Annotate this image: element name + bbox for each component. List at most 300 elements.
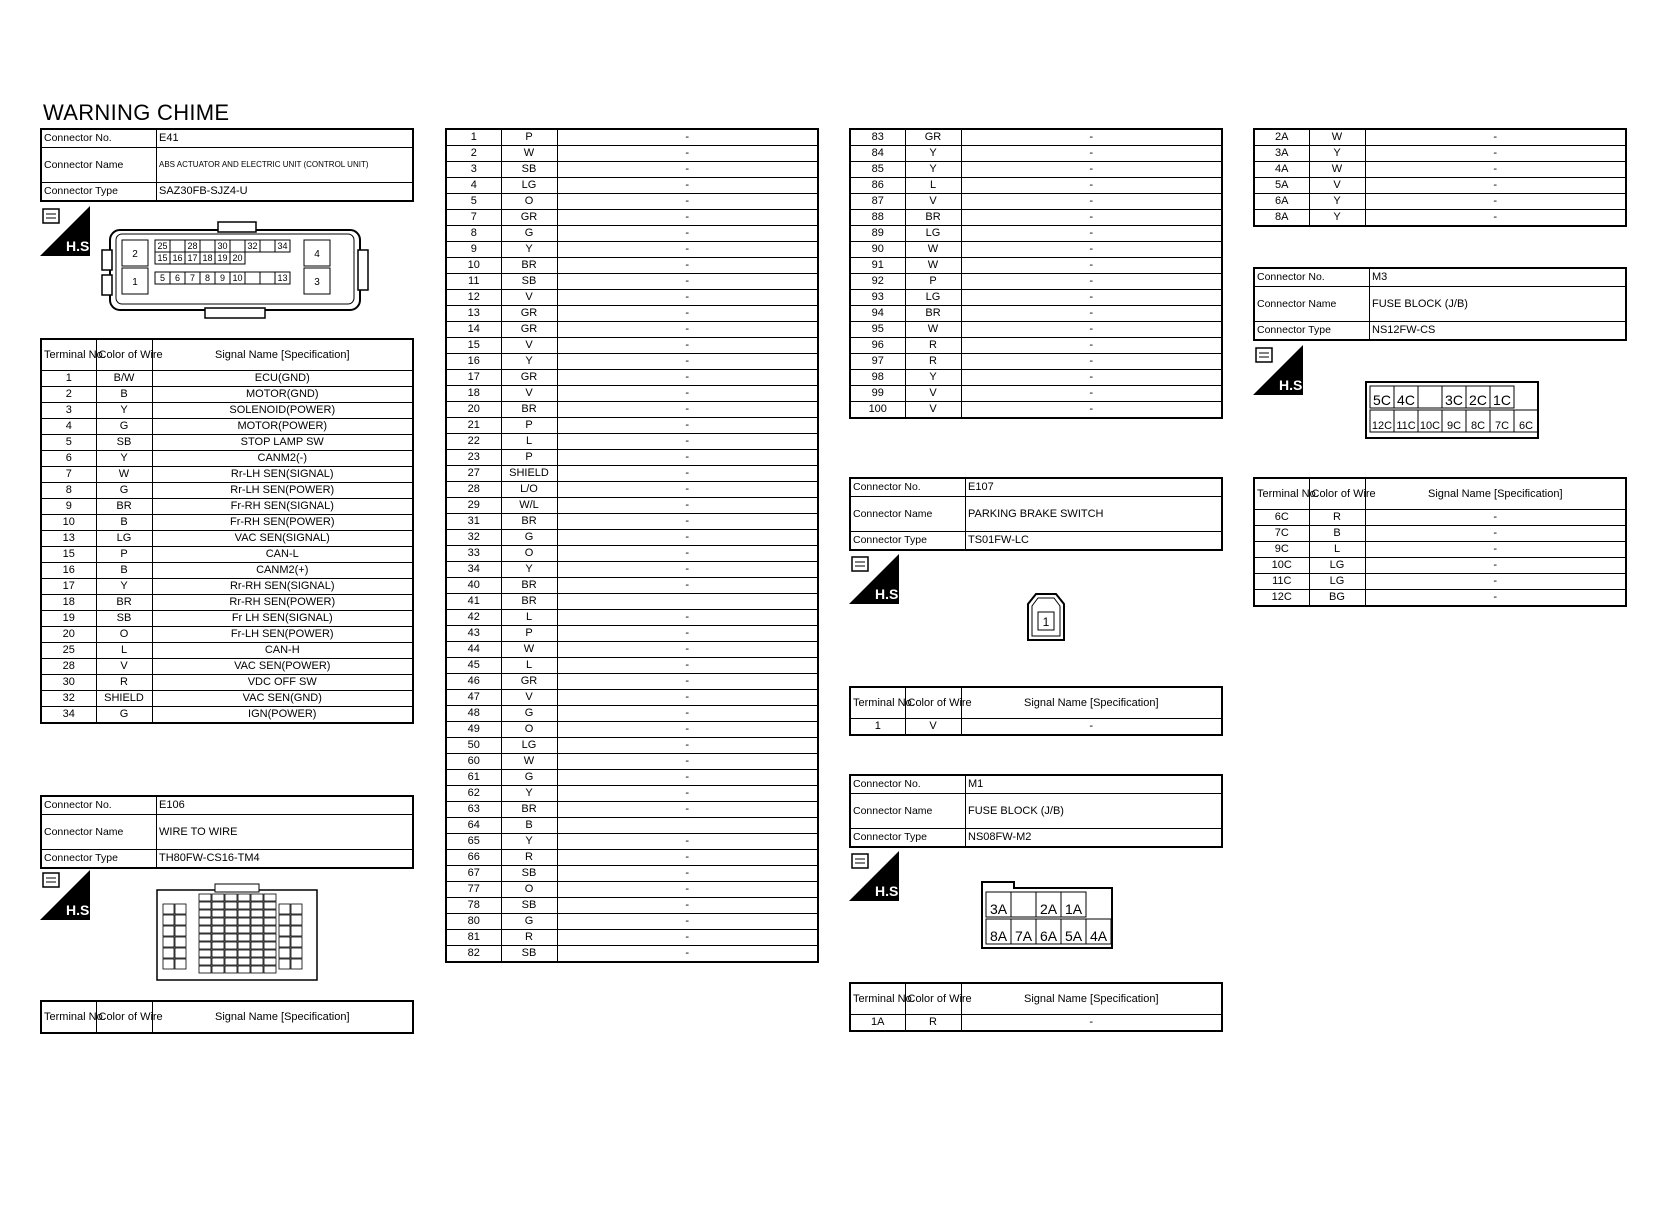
table-row [850,194,1222,210]
terminal-cell: 8 [41,483,96,499]
color-cell: P [501,626,557,642]
signal-cell: - [557,786,818,802]
terminal-cell: 9 [446,242,501,258]
signal-cell: Fr-RH SEN(POWER) [152,515,413,531]
e106-rows-b [850,129,1222,418]
signal-cell: - [961,290,1222,306]
table-row [446,178,818,194]
terminal-cell: 16 [41,563,96,579]
terminal-cell: 31 [446,514,501,530]
color-cell: LG [96,531,152,547]
signal-cell: - [557,322,818,338]
table-row [41,499,413,515]
terminal-cell: 20 [41,627,96,643]
signal-cell: SOLENOID(POWER) [152,403,413,419]
e106-terminal-header [40,1000,414,1034]
color-cell: Y [1309,146,1365,162]
signal-cell: - [557,530,818,546]
table-row [850,370,1222,386]
hs-label: H.S. [66,238,94,254]
color-cell: G [501,706,557,722]
signal-cell: - [1365,178,1626,194]
terminal-cell: 10 [41,515,96,531]
m3-rows [1254,510,1626,607]
table-row [1254,558,1626,574]
pin-label: 3 [314,277,320,288]
color-cell: W/L [501,498,557,514]
table-row [446,946,818,963]
signal-cell: - [557,770,818,786]
terminal-cell: 1 [850,719,905,736]
terminal-cell: 80 [446,914,501,930]
terminal-cell: 96 [850,338,905,354]
header-signal: Signal Name [Specification] [152,1001,413,1033]
signal-cell: - [1365,146,1626,162]
e106-terminal-table-a [445,128,819,963]
table-row [41,451,413,467]
pin-label: 13 [277,273,288,283]
hs-icon [849,851,903,901]
table-row [850,402,1222,419]
table-row [850,210,1222,226]
e107-header [849,477,1223,551]
color-cell: V [905,386,961,402]
signal-cell: - [1365,558,1626,574]
connector-name: WIRE TO WIRE [157,815,414,850]
color-cell: GR [501,370,557,386]
terminal-cell: 8 [446,226,501,242]
signal-cell: VAC SEN(GND) [152,691,413,707]
color-cell: BR [905,210,961,226]
connector-name: FUSE BLOCK (J/B) [1370,287,1627,322]
pin-label: 4 [314,249,320,260]
header-terminal: Terminal No. [41,339,96,371]
signal-cell: - [557,258,818,274]
color-cell: G [96,419,152,435]
color-cell: SB [96,611,152,627]
table-row [446,258,818,274]
signal-cell: - [557,802,818,818]
color-cell: BG [1309,590,1365,607]
table-row [1254,510,1626,526]
signal-cell: - [557,354,818,370]
color-cell: W [905,322,961,338]
terminal-cell: 9C [1254,542,1309,558]
color-cell: R [1309,510,1365,526]
pin-label: 1 [1042,615,1050,629]
pin-label: 7 [189,273,196,283]
pin-label: 6C [1518,420,1534,432]
terminal-cell: 1A [850,1015,905,1032]
table-row [446,418,818,434]
terminal-cell: 60 [446,754,501,770]
color-cell: R [96,675,152,691]
color-cell: Y [1309,210,1365,227]
terminal-cell: 6 [41,451,96,467]
signal-cell: - [961,194,1222,210]
label: Connector Name [41,148,157,183]
color-cell: Y [501,562,557,578]
table-row [446,322,818,338]
color-cell: BR [96,595,152,611]
signal-cell: Fr-LH SEN(POWER) [152,627,413,643]
terminal-cell: 45 [446,658,501,674]
color-cell: W [1309,162,1365,178]
signal-cell: - [961,338,1222,354]
table-row [41,707,413,724]
color-cell: BR [501,594,557,610]
terminal-cell: 43 [446,626,501,642]
terminal-cell: 61 [446,770,501,786]
color-cell: LG [1309,574,1365,590]
table-row [446,194,818,210]
table-row [446,370,818,386]
pin-label: 3C [1445,392,1463,408]
signal-cell: - [557,338,818,354]
table-row [446,274,818,290]
signal-cell: - [557,242,818,258]
color-cell: P [96,547,152,563]
e106-terminal-table-b [849,128,1223,419]
table-row [41,659,413,675]
color-cell: B [96,515,152,531]
header-color: Color of Wire [1309,478,1365,510]
terminal-cell: 27 [446,466,501,482]
pin-label: 1 [132,277,138,288]
label: Connector Type [1254,322,1370,341]
table-row [446,210,818,226]
table-row [850,242,1222,258]
label: Connector No. [850,775,966,794]
label: Connector Name [1254,287,1370,322]
table-row [1254,526,1626,542]
terminal-cell: 13 [41,531,96,547]
signal-cell: - [1365,590,1626,607]
terminal-cell: 3A [1254,146,1309,162]
terminal-cell: 4 [41,419,96,435]
table-row [446,450,818,466]
signal-cell: - [557,578,818,594]
table-row [850,719,1222,736]
header-color: Color of Wire [905,983,961,1015]
table-row [850,162,1222,178]
pin-label: 8A [989,928,1008,944]
table-row [41,579,413,595]
color-cell: P [501,129,557,146]
color-cell: Y [905,146,961,162]
signal-cell: - [557,178,818,194]
hs-label: H.S. [875,883,903,899]
hs-label: H.S. [875,586,903,602]
terminal-cell: 99 [850,386,905,402]
signal-cell: - [1365,526,1626,542]
pin-label: 25 [157,241,168,251]
color-cell: SB [501,866,557,882]
signal-cell: - [557,450,818,466]
color-cell: SB [501,274,557,290]
table-row [850,354,1222,370]
color-cell: Y [96,451,152,467]
terminal-cell: 17 [446,370,501,386]
terminal-cell: 29 [446,498,501,514]
table-row [446,546,818,562]
table-row [446,786,818,802]
color-cell: Y [96,579,152,595]
terminal-cell: 30 [41,675,96,691]
signal-cell: - [961,242,1222,258]
signal-cell: - [1365,542,1626,558]
signal-cell: - [557,466,818,482]
table-row [446,722,818,738]
header-color: Color of Wire [96,1001,152,1033]
pin-label: 10 [232,273,243,283]
terminal-cell: 15 [41,547,96,563]
color-cell: B [96,563,152,579]
pin-label: 2 [132,249,138,260]
terminal-cell: 98 [850,370,905,386]
color-cell: V [1309,178,1365,194]
terminal-cell: 83 [850,129,905,146]
m1-rows-cont [1254,129,1626,226]
signal-cell: Fr LH SEN(SIGNAL) [152,611,413,627]
header-color: Color of Wire [905,687,961,719]
table-row [446,482,818,498]
terminal-cell: 11 [446,274,501,290]
e107-connector-diagram [1026,592,1066,642]
table-row [1254,194,1626,210]
m1-terminal-table-cont [1253,128,1627,227]
table-row [446,898,818,914]
label: Connector Name [41,815,157,850]
terminal-cell: 17 [41,579,96,595]
signal-cell: - [961,1015,1222,1032]
terminal-cell: 81 [446,930,501,946]
header-signal: Signal Name [Specification] [152,339,413,371]
color-cell: O [501,722,557,738]
pin-label: 1C [1493,392,1511,408]
pin-label: 2A [1039,901,1058,917]
table-row [41,419,413,435]
table-row [446,434,818,450]
color-cell: B [96,387,152,403]
signal-cell: - [557,882,818,898]
table-row [446,290,818,306]
terminal-cell: 86 [850,178,905,194]
color-cell: G [501,770,557,786]
terminal-cell: 9 [41,499,96,515]
pin-label: 7C [1494,420,1510,432]
terminal-cell: 87 [850,194,905,210]
signal-cell: - [1365,210,1626,227]
table-row [41,547,413,563]
table-row [850,146,1222,162]
color-cell: L [501,610,557,626]
table-row [850,290,1222,306]
pin-label: 17 [187,253,198,263]
color-cell: L [1309,542,1365,558]
m3-connector-diagram [1364,380,1540,440]
label: Connector Type [41,183,157,202]
pin-label: 1A [1064,901,1083,917]
color-cell: LG [905,290,961,306]
signal-cell: - [961,162,1222,178]
terminal-cell: 6A [1254,194,1309,210]
connector-no: E106 [157,796,414,815]
terminal-cell: 40 [446,578,501,594]
table-row [446,914,818,930]
pin-label: 15 [157,253,168,263]
pin-label: 12C [1371,420,1393,432]
color-cell: G [501,914,557,930]
terminal-cell: 82 [446,946,501,963]
color-cell: P [501,450,557,466]
table-row [41,467,413,483]
color-cell: SB [501,162,557,178]
signal-cell: - [557,386,818,402]
label: Connector Type [850,532,966,551]
pin-label: 7A [1014,928,1033,944]
terminal-cell: 49 [446,722,501,738]
signal-cell: - [557,850,818,866]
color-cell: R [501,930,557,946]
terminal-cell: 23 [446,450,501,466]
table-row [446,674,818,690]
table-row [446,882,818,898]
signal-cell: - [557,274,818,290]
terminal-cell: 11C [1254,574,1309,590]
terminal-cell: 5A [1254,178,1309,194]
signal-cell: - [961,210,1222,226]
label: Connector Name [850,794,966,829]
signal-cell: Rr-RH SEN(POWER) [152,595,413,611]
terminal-cell: 33 [446,546,501,562]
signal-cell: - [961,146,1222,162]
color-cell: BR [501,802,557,818]
pin-label: 2C [1469,392,1487,408]
m3-terminal-table [1253,477,1627,607]
terminal-cell: 77 [446,882,501,898]
terminal-cell: 88 [850,210,905,226]
color-cell: SB [501,898,557,914]
table-row [41,515,413,531]
terminal-cell: 13 [446,306,501,322]
color-cell: W [1309,129,1365,146]
table-row [1254,146,1626,162]
terminal-cell: 4 [446,178,501,194]
terminal-cell: 65 [446,834,501,850]
color-cell: W [501,754,557,770]
table-row [446,514,818,530]
table-row [446,818,818,834]
terminal-cell: 84 [850,146,905,162]
table-row [446,866,818,882]
signal-cell: - [961,274,1222,290]
color-cell: BR [501,514,557,530]
signal-cell: Rr-LH SEN(POWER) [152,483,413,499]
table-row [41,611,413,627]
color-cell: BR [501,402,557,418]
table-row [1254,129,1626,146]
table-row [446,129,818,146]
signal-cell: - [1365,162,1626,178]
signal-cell: - [557,626,818,642]
connector-no: E107 [966,478,1223,497]
table-row [446,242,818,258]
color-cell: Y [96,403,152,419]
color-cell: Y [501,354,557,370]
connector-no: M3 [1370,268,1627,287]
label: Connector No. [850,478,966,497]
header-terminal: Terminal No. [41,1001,96,1033]
signal-cell: - [557,434,818,450]
color-cell: Y [905,162,961,178]
table-row [850,338,1222,354]
signal-cell: - [961,258,1222,274]
signal-cell: - [557,738,818,754]
signal-cell: - [557,914,818,930]
terminal-cell: 7C [1254,526,1309,542]
signal-cell: - [557,194,818,210]
terminal-cell: 5 [41,435,96,451]
pin-label: 4C [1397,392,1415,408]
terminal-cell: 91 [850,258,905,274]
pin-label: 11C [1396,420,1416,432]
table-row [446,562,818,578]
terminal-cell: 64 [446,818,501,834]
terminal-cell: 41 [446,594,501,610]
signal-cell: VAC SEN(POWER) [152,659,413,675]
terminal-cell: 28 [446,482,501,498]
signal-cell: STOP LAMP SW [152,435,413,451]
table-row [850,258,1222,274]
terminal-cell: 12C [1254,590,1309,607]
table-row [446,754,818,770]
color-cell: L [96,643,152,659]
table-row [446,338,818,354]
signal-cell: - [557,546,818,562]
table-row [41,403,413,419]
table-row [446,594,818,610]
hs-label: H.S. [66,902,94,918]
pin-label: 6 [174,273,181,283]
color-cell: O [96,627,152,643]
terminal-cell: 85 [850,162,905,178]
terminal-cell: 78 [446,898,501,914]
signal-cell: - [557,562,818,578]
table-row [446,402,818,418]
connector-name: PARKING BRAKE SWITCH [966,497,1223,532]
color-cell: GR [501,306,557,322]
terminal-cell: 6C [1254,510,1309,526]
terminal-cell: 44 [446,642,501,658]
connector-type: NS08FW-M2 [966,829,1223,848]
terminal-cell: 8A [1254,210,1309,227]
signal-cell: - [1365,129,1626,146]
signal-cell: - [1365,510,1626,526]
connector-type: SAZ30FB-SJZ4-U [157,183,414,202]
table-row [41,483,413,499]
color-cell: L [501,434,557,450]
signal-cell: - [961,719,1222,736]
color-cell: Y [501,834,557,850]
table-row [850,226,1222,242]
table-row [41,643,413,659]
signal-cell: - [557,754,818,770]
terminal-cell: 97 [850,354,905,370]
table-row [850,386,1222,402]
table-row [41,531,413,547]
table-row [446,578,818,594]
